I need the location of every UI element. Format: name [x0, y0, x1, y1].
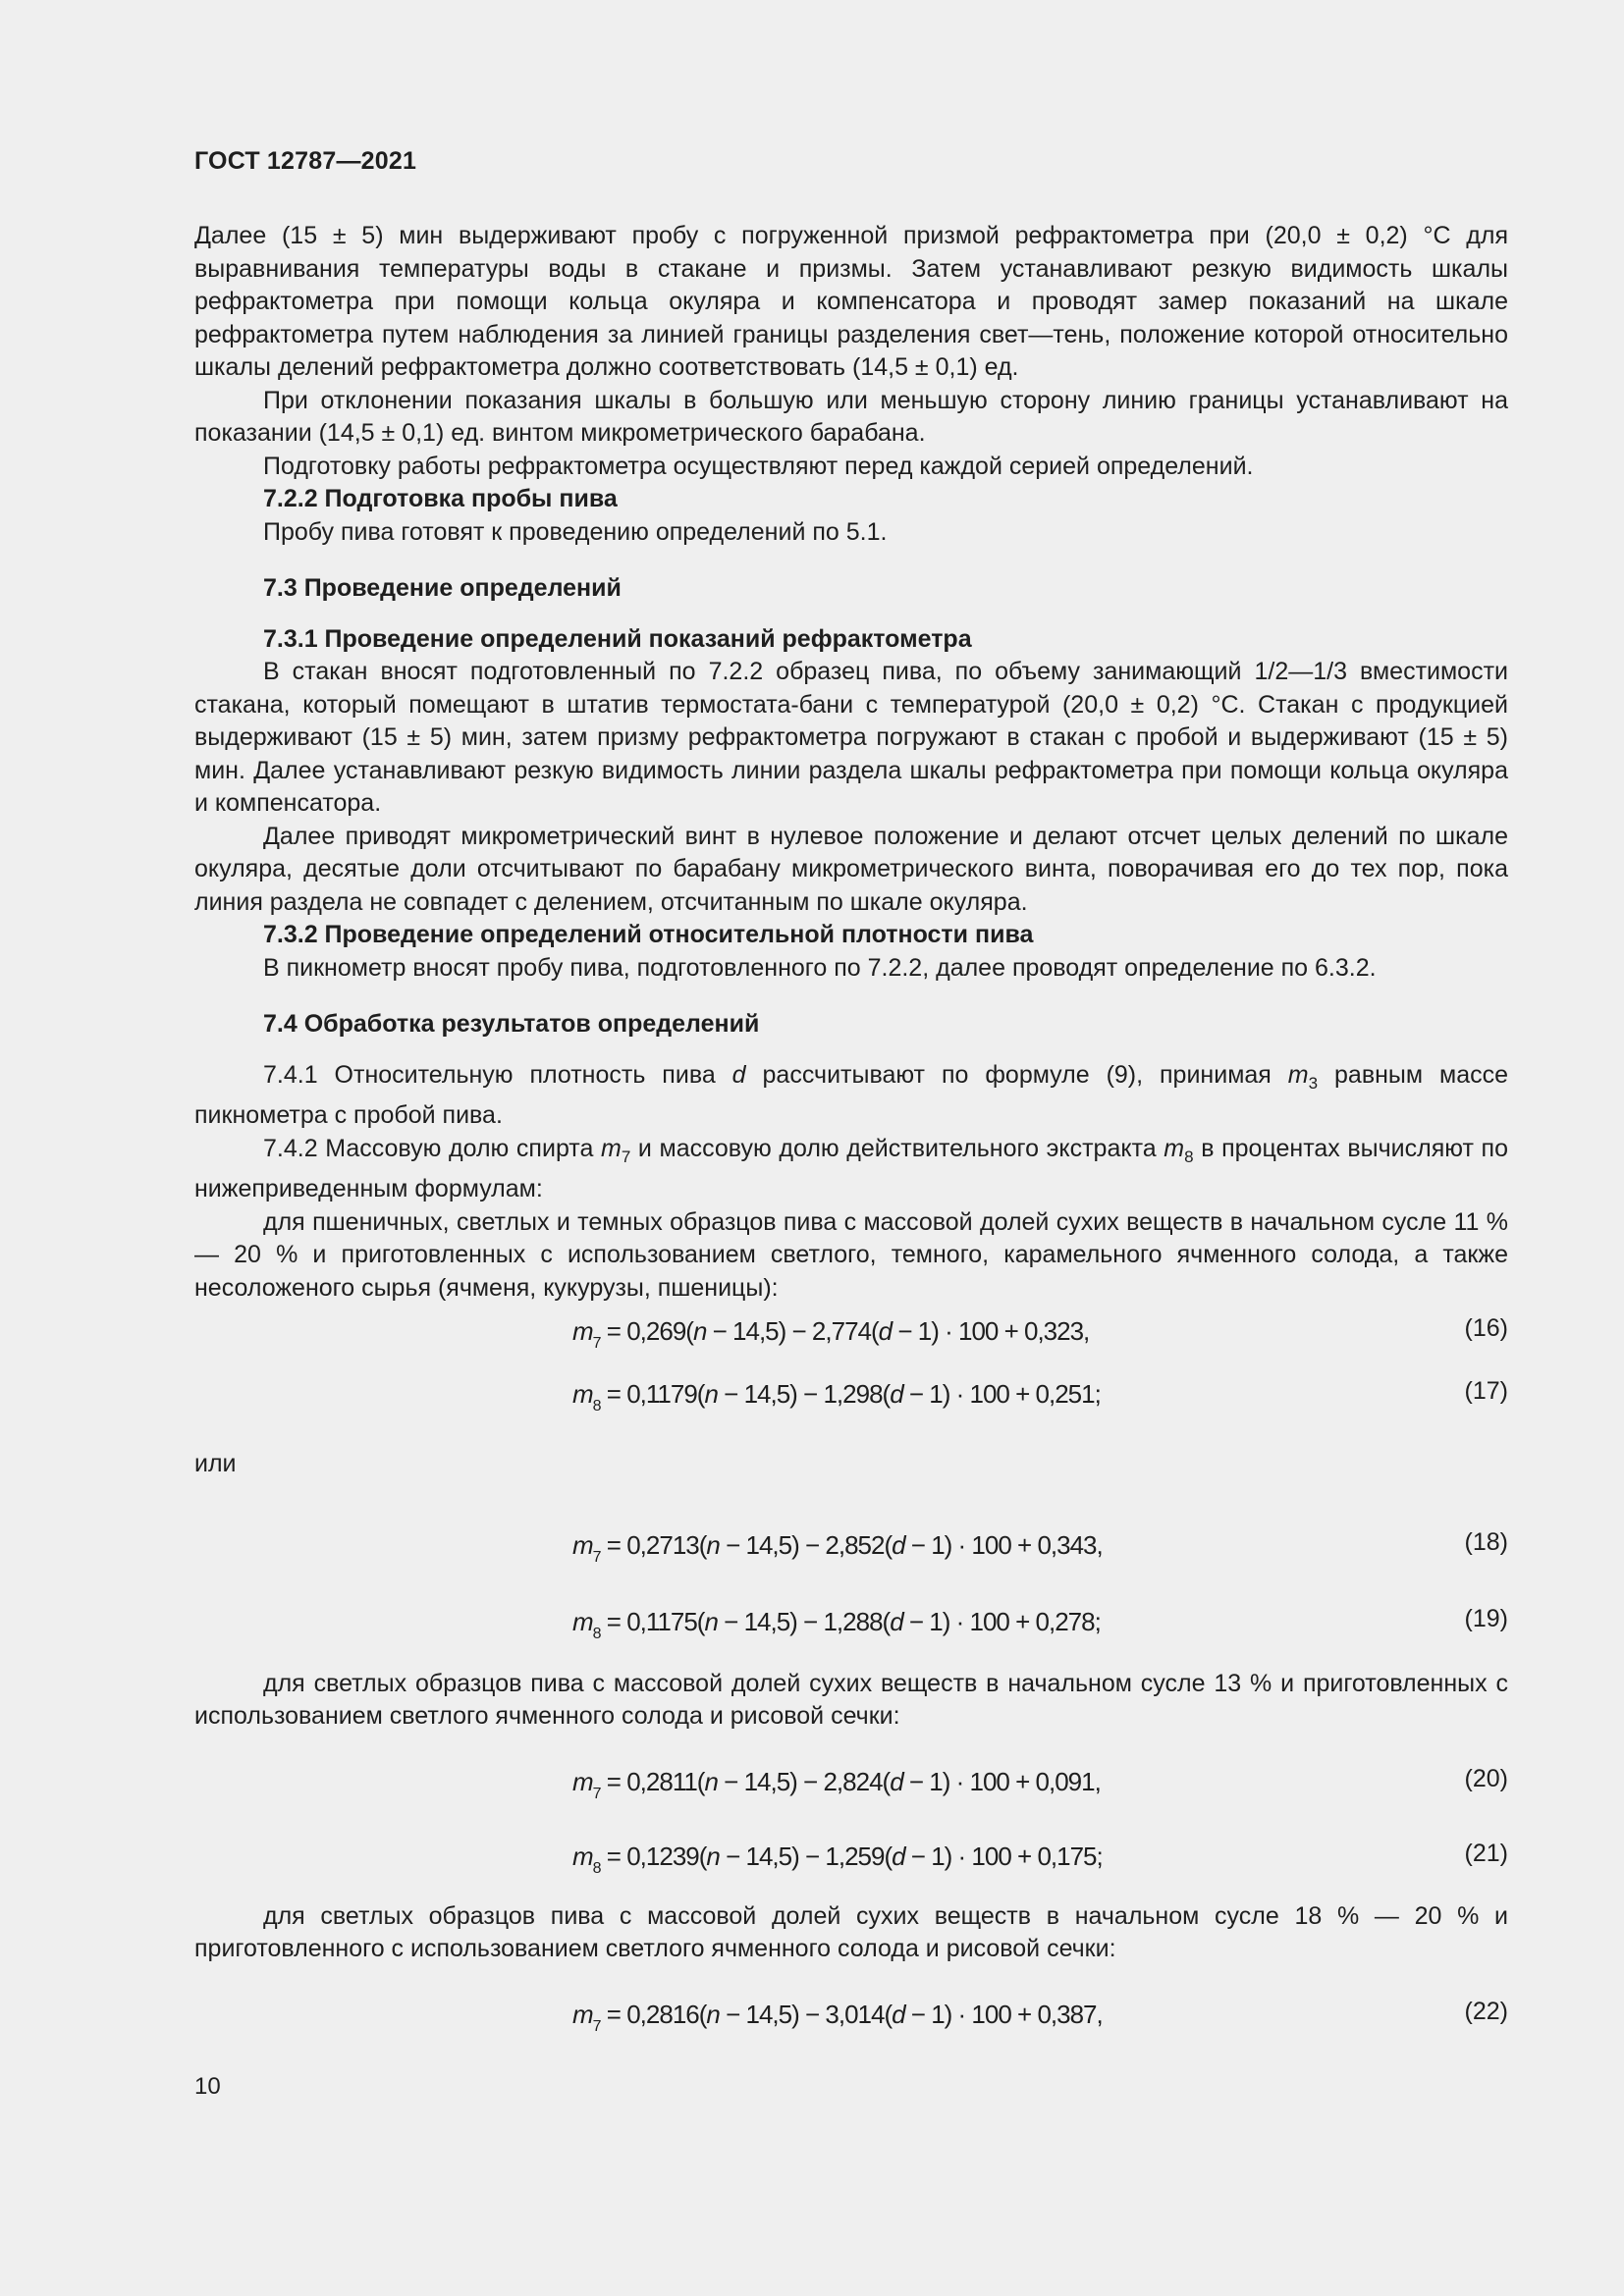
section-heading-7-3-2: 7.3.2 Проведение определений относительной плотности пива — [263, 921, 1034, 948]
paragraph: для светлых образцов пива с массовой долей сухих веществ в начальном сусле 18 % — 20 % и приготовленного с использованием светлого ячменного солода и рисовой сечки: — [194, 1901, 1508, 1962]
formula — [194, 1830, 1508, 1893]
paragraph: Далее приводят микрометрический винт в нулевое положение и делают отсчет целых делений по шкале окуляра, десятые доли отсчитывают по барабану микрометрического винта, поворачивая его до тех пор, пока линия раздела не совпадет с делением, отсчитанным по шкале окуляра. — [194, 822, 1508, 916]
formula — [194, 1595, 1508, 1658]
paragraph: Подготовку работы рефрактометра осуществляют перед каждой серией определений. — [263, 452, 1254, 480]
formula-expression: $m_7 = 0,2816(n - 14,5) - 3,014(d - 1) \cdot 100 + 0,387$, — [572, 1999, 1103, 2035]
formula-expression: $m_7 = 0,2713(n - 14,5) - 2,852(d - 1) \cdot 100 + 0,343$, — [572, 1529, 1103, 1566]
paragraph: При отклонении показания шкалы в большую или меньшую сторону линию границы устанавливают на показании (14,5 ± 0,1) ед. винтом микрометрического барабана. — [194, 386, 1508, 447]
formula-expression: $m_7 = 0,269(n - 14,5) - 2,774(d - 1) \cdot 100 + 0,323$, — [572, 1316, 1090, 1352]
formula-number: (19) — [1464, 1604, 1508, 1632]
paragraph: для пшеничных, светлых и темных образцов пива с массовой долей сухих веществ в начальном сусле 11 % — 20 % и приготовленных с использованием светлого, темного, карамельного ячменного солода, а также несоложеного сырья (ячменя, кукурузы, пшеницы): — [194, 1207, 1508, 1302]
formula-expression: $m_8 = 0,1239(n - 14,5) - 1,259(d - 1) \cdot 100 + 0,175$; — [572, 1841, 1103, 1877]
paragraph: Далее (15 ± 5) мин выдерживают пробу с погруженной призмой рефрактометра при (20,0 ± 0,2) °С для выравнивания температуры воды в стакане и призмы. Затем устанавливают резкую видимость шкалы рефрактометра при помощи кольца окуляра и компенсатора и проводят замер показаний на шкале рефрактометра путем наблюдения за линией границы разделения свет—тень, положение которой относительно шкалы делений рефрактометра должно соответствовать (14,5 ± 0,1) ед. — [194, 222, 1508, 381]
formula — [194, 1305, 1508, 1367]
formula — [194, 1519, 1508, 1595]
paragraph: В стакан вносят подготовленный по 7.2.2 образец пива, по объему занимающий 1/2—1/3 вместимости стакана, который помещают в штатив термостата-бани с температурой (20,0 ± 0,2) °С. Стакан с продукцией выдерживают (15 ± 5) мин, затем призму рефрактометра погружают в стакан с пробой и выдерживают (15 ± 5) мин. Далее устанавливают резкую видимость линии раздела шкалы рефрактометра при помощи кольца окуляра и компенсатора. — [194, 658, 1508, 817]
document-header: ГОСТ 12787—2021 — [194, 147, 417, 175]
paragraph-7-4-1: 7.4.1 Относительную плотность пива d рассчитывают по формуле (9), принимая $m_3$ равным массе пикнометра с пробой пива. — [194, 1060, 1508, 1129]
formula-number: (17) — [1464, 1377, 1508, 1405]
paragraph: для светлых образцов пива с массовой долей сухих веществ в начальном сусле 13 % и приготовленных с использованием светлого ячменного солода и рисовой сечки: — [194, 1669, 1508, 1730]
paragraph: В пикнометр вносят пробу пива, подготовленного по 7.2.2, далее проводят определение по 6.3.2. — [263, 953, 1377, 982]
formula-number: (16) — [1464, 1314, 1508, 1342]
formula — [194, 1367, 1508, 1430]
formula-expression: $m_7 = 0,2811(n - 14,5) - 2,824(d - 1) \cdot 100 + 0,091$, — [572, 1766, 1101, 1802]
paragraph-7-4-2: 7.4.2 Массовую долю спирта $m_7$ и массовую долю действительного экстракта $m_8$ в процентах вычисляют по нижеприведенным формулам: — [194, 1134, 1508, 1202]
formula-expression: $m_8 = 0,1179(n - 14,5) - 1,298(d - 1) \cdot 100 + 0,251$; — [572, 1379, 1101, 1415]
section-heading-7-3: 7.3 Проведение определений — [263, 574, 622, 602]
or-text: или — [194, 1450, 237, 1477]
formula-number: (20) — [1464, 1764, 1508, 1792]
section-heading-7-3-1: 7.3.1 Проведение определений показаний рефрактометра — [263, 624, 972, 653]
formula — [194, 1988, 1508, 2051]
formula-number: (18) — [1464, 1527, 1508, 1556]
formula-number: (21) — [1464, 1839, 1508, 1867]
page-number: 10 — [194, 2073, 221, 2100]
paragraph: Пробу пива готовят к проведению определений по 5.1. — [263, 517, 888, 546]
section-heading-7-4: 7.4 Обработка результатов определений — [263, 1010, 760, 1038]
formula-number: (22) — [1464, 1997, 1508, 2025]
section-heading-7-2-2: 7.2.2 Подготовка пробы пива — [263, 485, 618, 512]
formula — [194, 1755, 1508, 1830]
formula-expression: $m_8 = 0,1175(n - 14,5) - 1,288(d - 1) \cdot 100 + 0,278$; — [572, 1606, 1101, 1642]
